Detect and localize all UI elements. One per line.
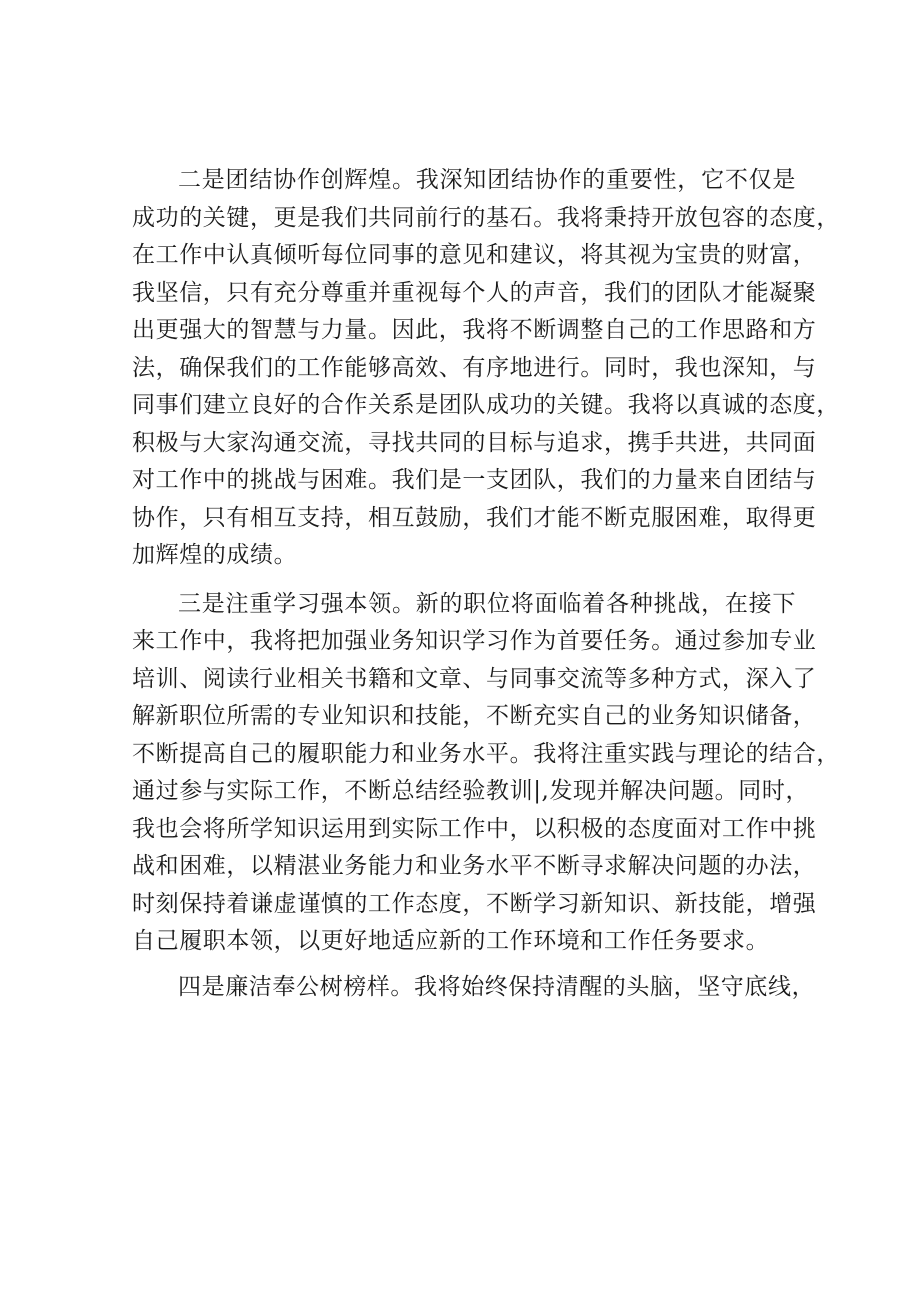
text-line: 时刻保持着谦虚谨慎的工作态度，不断学习新知识、新技能，增强: [132, 890, 817, 917]
text-line: 四是廉洁奉公树榜样。我将始终保持清醒的头脑，坚守底线，: [178, 973, 816, 1000]
text-line: 培训、阅读行业相关书籍和文章、与同事交流等多种方式，深入了: [132, 665, 817, 692]
text-line: 协作，只有相互支持，相互鼓励，我们才能不断克服困难，取得更: [132, 504, 817, 531]
text-line: 加辉煌的成绩。: [132, 542, 298, 568]
paragraph-teamwork: [132, 162, 840, 575]
text-line: 二是团结协作创辉煌。我深知团结协作的重要性，它不仅是: [178, 167, 796, 193]
text-line: 自己履职本领，以更好地适应新的工作环境和工作任务要求。: [132, 928, 770, 954]
text-line: 积极与大家沟通交流，寻找共同的目标与追求，携手共进，共同面: [132, 429, 817, 456]
text-line: 出更强大的智慧与力量。因此，我将不断调整自己的工作思路和方: [132, 317, 817, 343]
text-line: 战和困难，以精湛业务能力和业务水平不断寻求解决问题的办法，: [132, 853, 817, 879]
text-line: 解新职位所需的专业知识和技能，不断充实自己的业务知识储备，: [132, 703, 817, 729]
text-line: 对工作中的挑战与困难。我们是一支团队，我们的力量来自团结与: [132, 467, 817, 493]
text-line: 同事们建立良好的合作关系是团队成功的关键。我将以真诚的态度，: [132, 392, 840, 418]
text-line: 来工作中，我将把加强业务知识学习作为首要任务。通过参加专业: [132, 628, 817, 654]
document-body: [132, 162, 840, 1006]
text-line: 法，确保我们的工作能够高效、有序地进行。同时，我也深知，与: [132, 354, 817, 381]
text-line: 在工作中认真倾听每位同事的意见和建议，将其视为宝贵的财富，: [132, 242, 817, 268]
text-line: 我坚信，只有充分尊重并重视每个人的声音，我们的团队才能凝聚: [132, 279, 817, 306]
text-line: 通过参与实际工作，不断总结经验教训|,发现并解决问题。同时，: [132, 778, 810, 804]
paragraph-learning: [132, 586, 840, 961]
text-line: 成功的关键，更是我们共同前行的基石。我将秉持开放包容的态度，: [132, 204, 840, 231]
text-line: 我也会将所学知识运用到实际工作中，以积极的态度面对工作中挑: [132, 815, 817, 842]
paragraph-integrity: [132, 969, 816, 1007]
text-line: 不断提高自己的履职能力和业务水平。我将注重实践与理论的结合，: [132, 740, 840, 767]
text-line: 三是注重学习强本领。新的职位将面临着各种挑战，在接下: [178, 590, 796, 617]
